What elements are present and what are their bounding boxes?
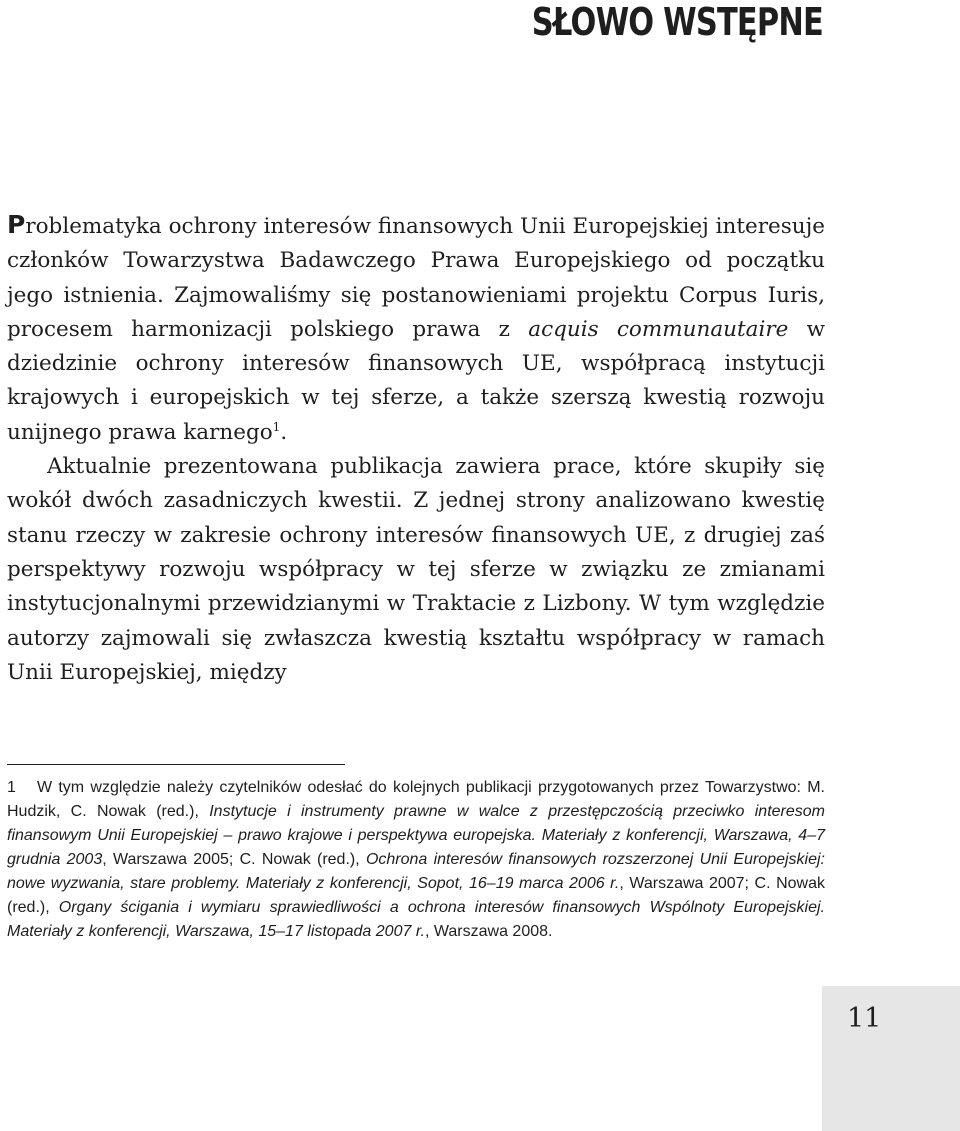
- page-number: 11: [847, 1003, 882, 1034]
- footnote-text-1: W tym względzie należy czytelników odesłać do kolejnych publikacji przygotowanych przez Towarzystwo: M. Hudzik, C. Nowak (red.),: [7, 779, 825, 820]
- footnote-italic-3: Organy ścigania i wymiaru sprawiedliwości a ochrona interesów finansowych Wspólnoty Europejskiej. Materiały z konferencji, Warszawa, 15–17 listopada 2007 r.: [7, 899, 825, 940]
- page-number-box: [822, 986, 960, 1131]
- footnote-reference: 1: [272, 419, 281, 434]
- paragraph-1: [7, 208, 825, 450]
- footnote-number: 1: [7, 779, 16, 796]
- footnote-divider: [7, 764, 345, 765]
- main-text: [7, 208, 825, 690]
- footnote: [7, 776, 825, 944]
- drop-cap: P: [7, 210, 26, 239]
- footnote-italic-1: Instytucje i instrumenty prawne w walce z przestępczością przeciwko interesom finansowym Unii Europejskiej – prawo krajowe i perspektywa europejska. Materiały z konferencji, Warszawa, 4–7 grudnia 2003: [7, 803, 825, 868]
- paragraph-1-text-a: roblematyka ochrony interesów finansowych Unii Europejskiej interesuje członków Towarzystwa Badawczego Prawa Europejskiego od początku jego istnienia. Zajmowaliśmy się postanowieniami projektu Corpus Iuris, procesem harmonizacji polskiego prawa z: [7, 214, 825, 342]
- page-title: SŁOWO WSTĘPNE: [531, 0, 823, 44]
- paragraph-1-text-b: w dziedzinie ochrony interesów finansowych UE, współpracą instytucji krajowych i europejskich w tej sferze, a także szerszą kwestią rozwoju unijnego prawa karnego: [7, 316, 825, 445]
- paragraph-1-end: .: [280, 419, 288, 445]
- footnote-text-3: , Warszawa 2007; C. Nowak (red.),: [7, 875, 825, 916]
- paragraph-2: Aktualnie prezentowana publikacja zawiera prace, które skupiły się wokół dwóch zasadniczych kwestii. Z jednej strony analizowano kwestię stanu rzeczy w zakresie ochrony interesów finansowych UE, z drugiej zaś perspektywy rozwoju współpracy w tej sferze w związku ze zmianami instytucjonalnymi przewidzianymi w Traktacie z Lizbony. W tym względzie autorzy zajmowali się zwłaszcza kwestią kształtu współpracy w ramach Unii Europejskiej, między: [7, 454, 825, 685]
- paragraph-1-italic: acquis communautaire: [528, 316, 789, 342]
- footnote-italic-2: Ochrona interesów finansowych rozszerzonej Unii Europejskiej: nowe wyzwania, stare problemy. Materiały z konferencji, Sopot, 16–19 marca 2006 r.: [7, 851, 825, 892]
- footnote-text-4: , Warszawa 2008.: [425, 923, 553, 940]
- footnote-text-2: , Warszawa 2005; C. Nowak (red.),: [102, 851, 366, 868]
